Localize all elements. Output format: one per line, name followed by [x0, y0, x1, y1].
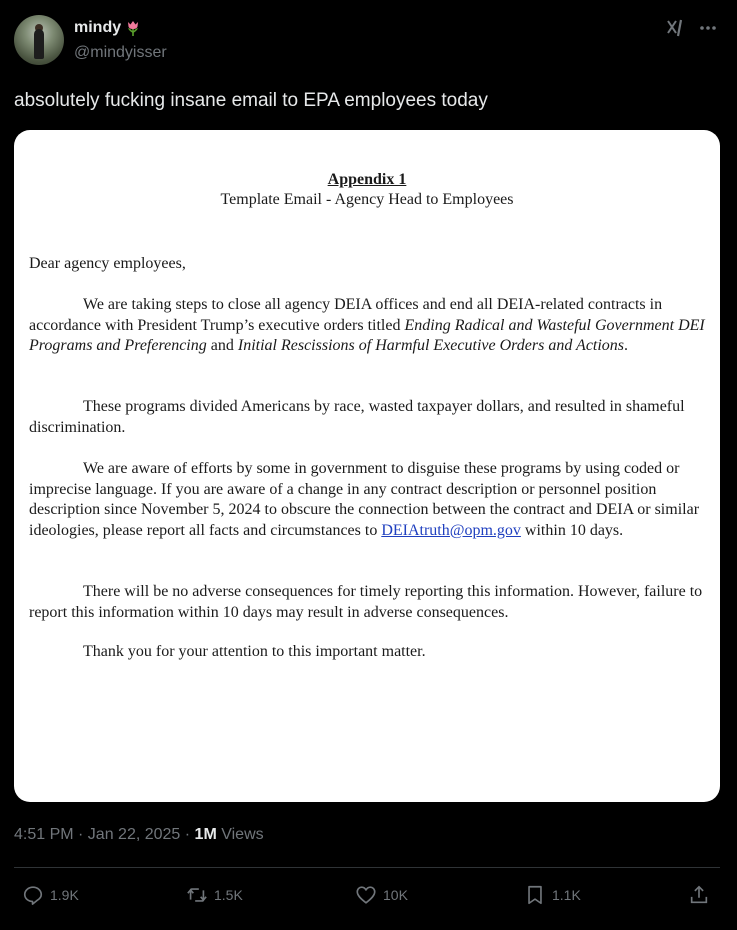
avatar[interactable]: [14, 15, 64, 65]
p3-text: We are aware of efforts by some in government to disguise these programs by using coded or imprecise language. If you are aware of a change in any contract description or personnel position description since November 5, 2024 to obscure the connection between the contract and DEIA or similar ideologies, please report all facts and circumstances to: [29, 460, 700, 539]
timestamp[interactable]: 4:51 PM · Jan 22, 2025 ·: [14, 826, 195, 843]
document-paragraph-5: [29, 642, 719, 663]
p2-text: These programs divided Americans by race, wasted taxpayer dollars, and resulted in shameful discrimination.: [29, 398, 685, 436]
document-title: Appendix 1: [327, 171, 407, 188]
divider: [14, 867, 720, 868]
email-link[interactable]: DEIAtruth@opm.gov: [381, 521, 521, 539]
reply-count: 1.9K: [50, 887, 79, 903]
like-button[interactable]: [355, 884, 408, 906]
grok-icon[interactable]: [665, 17, 687, 39]
document-subtitle: Template Email - Agency Head to Employees: [220, 191, 514, 208]
share-icon: [688, 884, 710, 906]
display-name[interactable]: [74, 19, 142, 37]
reply-button[interactable]: [22, 884, 79, 906]
tulip-emoji-icon: [124, 19, 142, 37]
document-paragraph-4: [29, 582, 719, 623]
p1-eo-title-2: Initial Rescissions of Harmful Executive Orders and Actions: [237, 337, 625, 354]
bookmark-count: 1.1K: [552, 887, 581, 903]
p3-end: within 10 days.: [520, 521, 624, 539]
p5-text: Thank you for your attention to this important matter.: [83, 643, 426, 660]
tweet-media-image[interactable]: [14, 130, 720, 802]
bookmark-icon: [524, 884, 546, 906]
p1-eo-title-1: Ending Radical and Wasteful Government DEI Programs and Preferencing: [29, 316, 705, 354]
more-options-icon[interactable]: [697, 17, 719, 39]
action-bar: [14, 884, 720, 916]
repost-count: 1.5K: [214, 887, 243, 903]
tweet-header: [14, 15, 723, 67]
document-paragraph-1: [29, 295, 719, 357]
repost-icon: [186, 884, 208, 906]
display-name-text[interactable]: mindy: [74, 19, 122, 36]
reply-icon: [22, 884, 44, 906]
document-paragraph-2: [29, 397, 719, 438]
document-paragraph-3: [29, 459, 719, 541]
p1-end: .: [624, 337, 629, 354]
share-button[interactable]: [688, 884, 710, 906]
views-count: 1M: [194, 826, 217, 843]
bookmark-button[interactable]: [524, 884, 581, 906]
p1-and: and: [206, 337, 238, 354]
document: [14, 130, 720, 802]
handle[interactable]: @mindyisser: [74, 44, 167, 61]
heart-icon: [355, 884, 377, 906]
tweet-meta: [14, 826, 264, 844]
tweet-text: absolutely fucking insane email to EPA employees today: [14, 90, 488, 111]
p4-text: There will be no adverse consequences for timely reporting this information. However, failure to report this information within 10 days may result in adverse consequences.: [29, 583, 703, 621]
repost-button[interactable]: [186, 884, 243, 906]
p1-text: We are taking steps to close all agency DEIA offices and end all DEIA-related contracts in accordance with President Trump’s executive orders titled: [29, 296, 663, 334]
like-count: 10K: [383, 887, 408, 903]
document-greeting: Dear agency employees,: [29, 255, 186, 272]
views-label: Views: [216, 826, 264, 843]
